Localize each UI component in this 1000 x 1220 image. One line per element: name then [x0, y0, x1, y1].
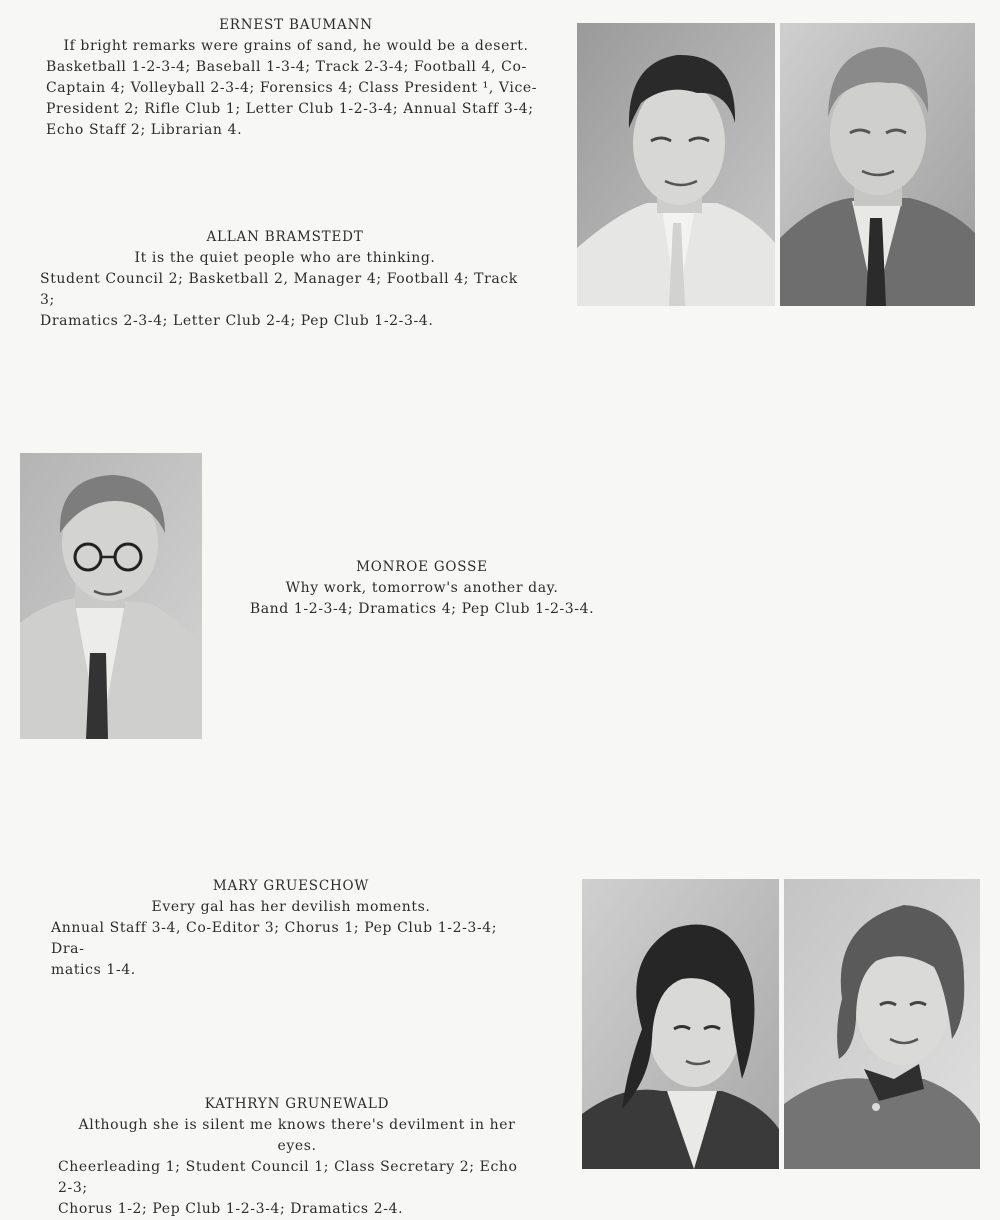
portrait-photo-baumann [577, 23, 775, 306]
student-entry-grueschow [51, 876, 531, 981]
activities-line: Basketball 1-2-3-4; Baseball 1-3-4; Track 2-3-4; Football 4, Co- [46, 59, 527, 75]
student-quote: If bright remarks were grains of sand, he would be a desert. [63, 38, 529, 54]
student-quote: It is the quiet people who are thinking. [134, 250, 436, 266]
student-name: MONROE GOSSE [356, 559, 488, 575]
student-activities [58, 1157, 536, 1220]
portrait-photo-bramstedt [780, 23, 975, 306]
student-entry-gosse [222, 557, 622, 620]
portrait-photo-grunewald [784, 879, 980, 1169]
student-entry-bramstedt [40, 227, 530, 332]
student-entry-baumann [46, 15, 546, 141]
student-activities [46, 57, 546, 141]
activities-line: Chorus 1-2; Pep Club 1-2-3-4; Dramatics 2-4. [58, 1201, 404, 1217]
student-name: ERNEST BAUMANN [219, 17, 373, 33]
activities-line: Cheerleading 1; Student Council 1; Class Secretary 2; Echo 2-3; [58, 1159, 518, 1196]
student-quote: Why work, tomorrow's another day. [285, 580, 559, 596]
student-activities [40, 269, 530, 332]
student-activities [51, 918, 531, 981]
student-quote: Although she is silent me knows there's devilment in her eyes. [78, 1117, 516, 1154]
activities-line: Band 1-2-3-4; Dramatics 4; Pep Club 1-2-3-4. [249, 601, 595, 617]
student-name: KATHRYN GRUNEWALD [204, 1096, 390, 1112]
student-quote: Every gal has her devilish moments. [151, 899, 431, 915]
portrait-photo-gosse [20, 453, 202, 739]
activities-line: Captain 4; Volleyball 2-3-4; Forensics 4; Class President ¹, Vice- [46, 80, 538, 96]
student-activities [222, 599, 622, 620]
student-name: ALLAN BRAMSTEDT [206, 229, 364, 245]
activities-line: Echo Staff 2; Librarian 4. [46, 122, 243, 138]
portrait-photo-grueschow [582, 879, 779, 1169]
student-entry-grunewald [58, 1094, 536, 1220]
activities-line: matics 1-4. [51, 962, 136, 978]
activities-line: President 2; Rifle Club 1; Letter Club 1-2-3-4; Annual Staff 3-4; [46, 101, 534, 117]
activities-line: Dramatics 2-3-4; Letter Club 2-4; Pep Club 1-2-3-4. [40, 313, 434, 329]
activities-line: Student Council 2; Basketball 2, Manager 4; Football 4; Track 3; [40, 271, 518, 308]
student-name: MARY GRUESCHOW [212, 878, 370, 894]
activities-line: Annual Staff 3-4, Co-Editor 3; Chorus 1; Pep Club 1-2-3-4; Dra- [51, 920, 498, 957]
